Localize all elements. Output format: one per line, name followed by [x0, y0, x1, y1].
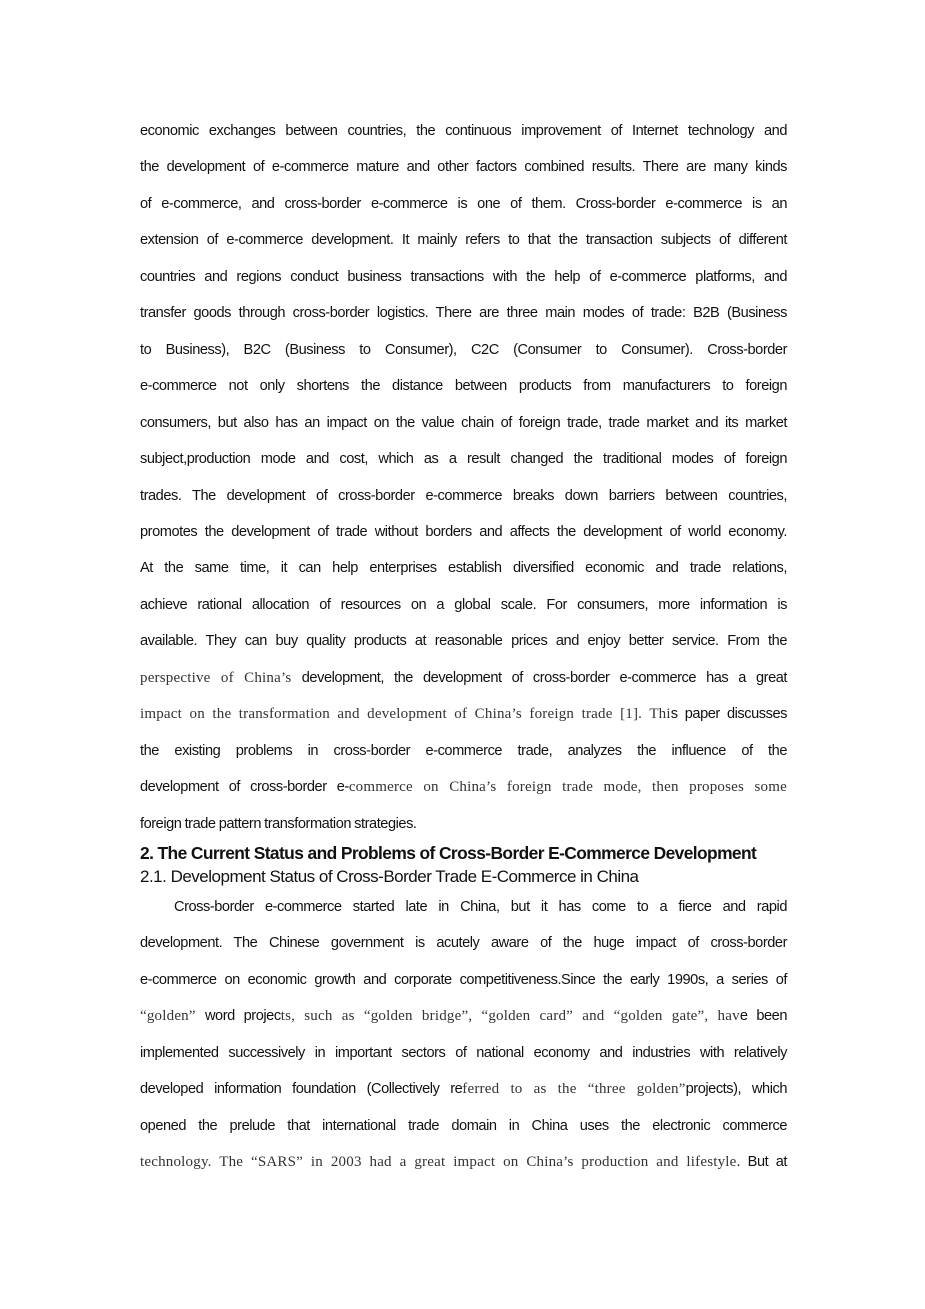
text-line — [140, 778, 787, 796]
text-run: e been — [739, 1008, 788, 1025]
text-run: economic exchanges between countries, the continuous improvement of Internet technology and — [140, 123, 787, 139]
text-line — [140, 934, 787, 952]
text-line — [140, 450, 787, 468]
text-line — [140, 304, 787, 322]
text-run: ferred to as the “three golden” — [462, 1081, 686, 1098]
text-line — [140, 632, 787, 650]
text-line — [140, 1044, 787, 1062]
text-line — [140, 122, 787, 140]
text-run: technology. The “SARS” in 2003 had a great impact on China’s production and lifestyle — [140, 1154, 737, 1171]
text-run: impact on the transformation and development of China’s foreign trade [1]. Thi — [140, 706, 671, 723]
text-line — [140, 1153, 787, 1171]
text-run: countries and regions conduct business transactions with the help of e-commerce platforms, and — [140, 268, 787, 285]
text-run: available. They can buy quality products at reasonable prices and enjoy better service. From the — [140, 633, 787, 650]
text-run: ts, such as “golden bridge”, “golden card” and “golden gate”, hav — [280, 1008, 740, 1025]
text-line — [140, 898, 787, 916]
text-run: trades. The development of cross-border e-commerce breaks down barriers between countries, — [140, 487, 787, 504]
text-run: promotes the development of trade without borders and affects the development of world economy. — [140, 523, 787, 540]
text-line — [140, 377, 787, 395]
text-line — [140, 1080, 787, 1098]
text-line — [140, 815, 787, 833]
text-run: . But at — [736, 1154, 788, 1171]
text-line — [140, 971, 787, 989]
text-run: “golden” — [140, 1008, 205, 1025]
text-line — [140, 341, 787, 359]
text-run: implemented successively in important sectors of national economy and industries with relatively — [140, 1044, 787, 1061]
text-run: projects), which — [685, 1081, 787, 1098]
text-line — [140, 1117, 787, 1135]
text-run: s paper discusses — [670, 706, 787, 723]
text-run: extension of e-commerce development. It mainly refers to that the transaction subjects of different — [140, 232, 787, 249]
text-line — [140, 414, 787, 432]
text-run: to Business), B2C (Business to Consumer), C2C (Consumer to Consumer). Cross-border — [140, 341, 787, 358]
text-line — [140, 705, 787, 723]
text-run: subject,production mode and cost, which as a result changed the traditional modes of foreign — [140, 451, 787, 468]
text-line — [140, 596, 787, 614]
text-line — [140, 1007, 787, 1025]
text-run: e-commerce on economic growth and corporate competitiveness.Since the early 1990s, a series of — [140, 971, 787, 988]
text-run: consumers, but also has an impact on the value chain of foreign trade, trade market and its market — [140, 414, 787, 431]
text-line — [140, 487, 787, 505]
text-run: Cross-border e-commerce started late in China, but it has come to a fierce and rapid — [174, 899, 787, 915]
text-line — [140, 231, 787, 249]
text-run: achieve rational allocation of resources on a global scale. For consumers, more information is — [140, 596, 787, 613]
text-line — [140, 158, 787, 176]
text-line — [140, 742, 787, 760]
text-run: of e-commerce, and cross-border e-commerce is one of them. Cross-border e-commerce is an — [140, 195, 787, 212]
text-run: commerce on China’s foreign trade mode, then proposes some — [348, 779, 787, 796]
text-run: perspective of China’s — [140, 669, 302, 686]
text-run: the existing problems in cross-border e-commerce trade, analyzes the influence of the — [140, 742, 787, 759]
text-run: foreign trade pattern transformation strategies. — [140, 815, 417, 832]
text-run: developed information foundation (Collectively re — [140, 1081, 463, 1098]
text-run: e-commerce not only shortens the distance between products from manufacturers to foreign — [140, 378, 787, 395]
text-line — [140, 268, 787, 286]
section-heading: 2. The Current Status and Problems of Cross-Border E-Commerce Development — [140, 843, 757, 863]
text-line — [140, 523, 787, 541]
text-run: development of cross-border e- — [140, 779, 349, 796]
text-run: opened the prelude that international trade domain in China uses the electronic commerce — [140, 1117, 787, 1134]
text-run: At the same time, it can help enterprises establish diversified economic and trade relations, — [140, 560, 787, 577]
text-run: development, the development of cross-border e-commerce has a great — [301, 669, 788, 686]
text-line — [140, 669, 787, 687]
text-run: transfer goods through cross-border logistics. There are three main modes of trade: B2B (Business — [140, 305, 787, 322]
text-run: development. The Chinese government is acutely aware of the huge impact of cross-border — [140, 935, 787, 952]
text-run: word projec — [204, 1008, 281, 1025]
text-run: the development of e-commerce mature and other factors combined results. There are many kinds — [140, 159, 787, 176]
text-line — [140, 559, 787, 577]
subsection-heading: 2.1. Development Status of Cross-Border Trade E-Commerce in China — [140, 867, 639, 886]
text-line — [140, 195, 787, 213]
